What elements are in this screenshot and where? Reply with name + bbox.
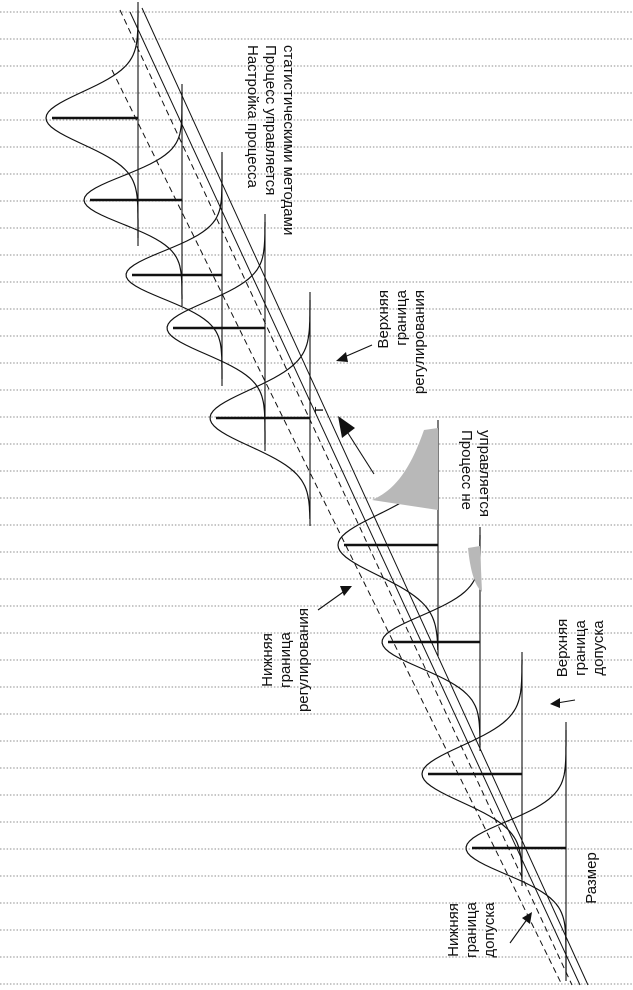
svg-text:Верхняя: Верхняя bbox=[375, 290, 392, 349]
pointer-arrows bbox=[318, 345, 575, 943]
svg-text:т: т bbox=[310, 406, 327, 414]
label-statistical-control bbox=[244, 45, 297, 235]
svg-text:Настройка процесса: Настройка процесса bbox=[244, 45, 261, 188]
svg-text:Нижняя: Нижняя bbox=[259, 633, 276, 687]
label-size bbox=[583, 852, 600, 904]
label-upper-control-limit bbox=[375, 289, 428, 394]
svg-text:Верхняя: Верхняя bbox=[554, 618, 571, 678]
svg-text:Размер: Размер bbox=[583, 852, 600, 904]
label-lower-control-limit bbox=[259, 608, 312, 712]
svg-text:допуска: допуска bbox=[481, 902, 498, 958]
label-not-controlled bbox=[458, 430, 493, 517]
svg-text:Процесс не: Процесс не bbox=[458, 430, 475, 511]
out-of-control-tail-lower bbox=[468, 546, 482, 592]
time-arrow bbox=[338, 416, 374, 474]
svg-text:статистическими методами: статистическими методами bbox=[280, 45, 297, 236]
svg-text:граница: граница bbox=[393, 290, 410, 346]
label-upper-tolerance-limit bbox=[554, 619, 607, 678]
svg-text:граница: граница bbox=[572, 620, 589, 676]
distribution-curve bbox=[46, 10, 138, 238]
distribution-curve bbox=[210, 300, 310, 519]
svg-text:регулирования: регулирования bbox=[411, 290, 428, 395]
boundary-lines bbox=[112, 8, 588, 985]
svg-text:Нижняя: Нижняя bbox=[445, 903, 462, 957]
ruled-background bbox=[0, 12, 633, 984]
label-lower-tolerance-limit bbox=[445, 901, 498, 957]
label-time-axis bbox=[310, 406, 327, 413]
out-of-control-tail-upper bbox=[372, 428, 438, 510]
svg-text:регулирования: регулирования bbox=[295, 607, 312, 713]
svg-text:граница: граница bbox=[277, 632, 294, 688]
upper-tolerance-line bbox=[120, 10, 572, 985]
svg-text:Процесс управляется: Процесс управляется bbox=[262, 45, 279, 196]
distribution-curve bbox=[84, 92, 182, 299]
distribution-curve bbox=[126, 160, 222, 379]
svg-text:граница: граница bbox=[463, 902, 480, 958]
outer-boundary-line bbox=[142, 8, 588, 985]
lower-tolerance-line bbox=[130, 12, 580, 985]
svg-text:допуска: допуска bbox=[590, 620, 607, 676]
svg-text:управляется: управляется bbox=[476, 430, 493, 517]
